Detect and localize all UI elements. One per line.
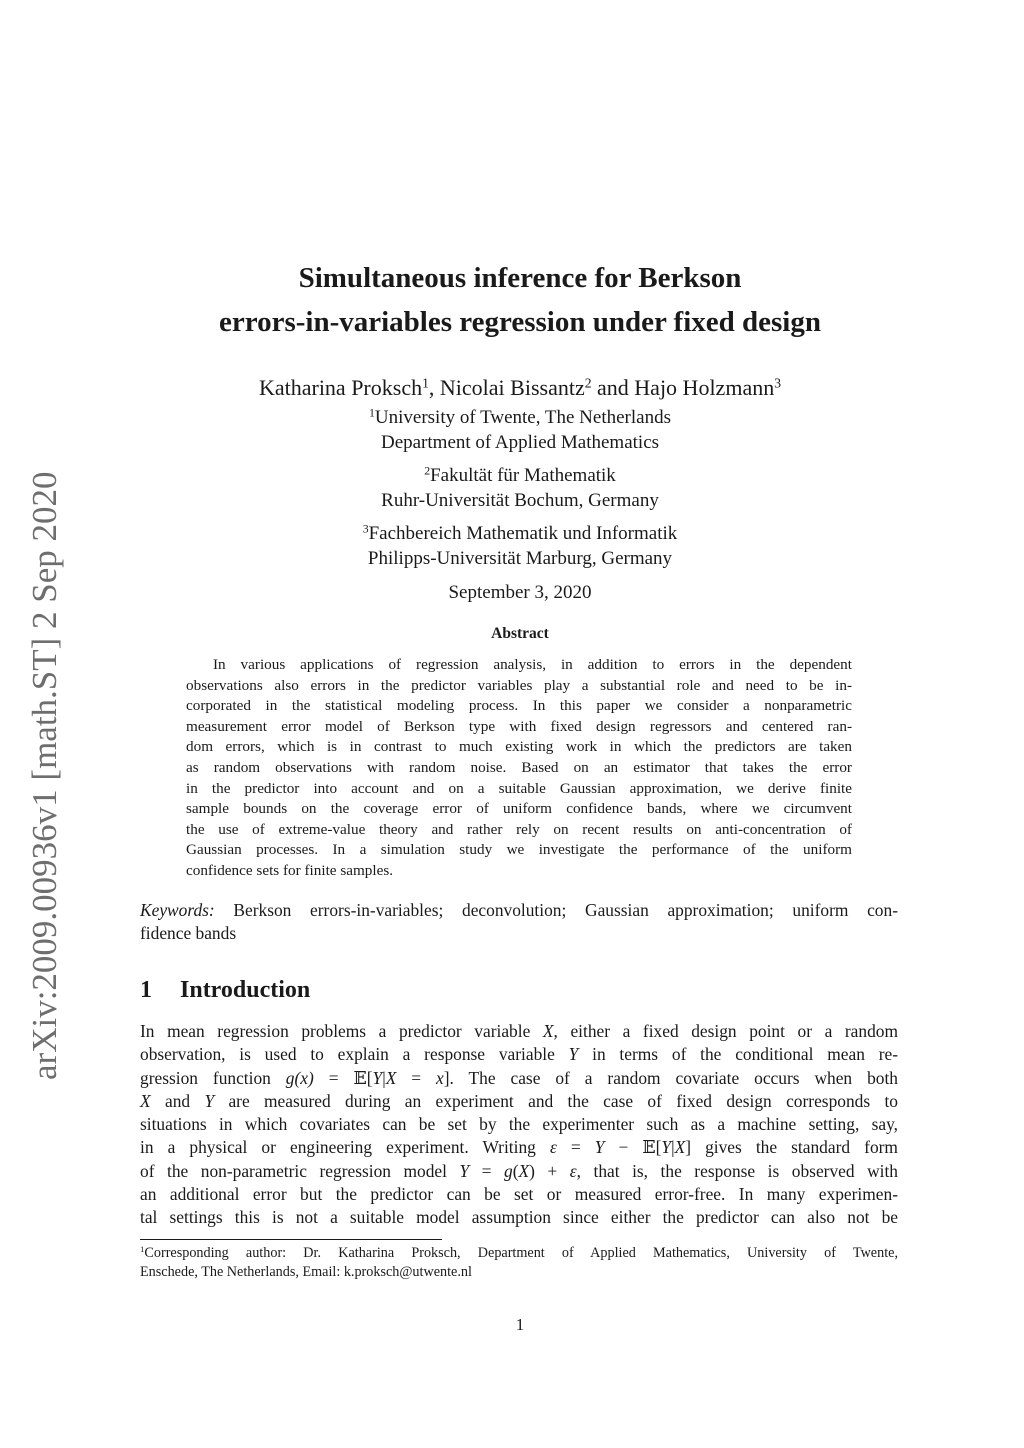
- math-var: Y: [568, 1044, 579, 1065]
- text-run: observation, is used to explain a response variable: [140, 1044, 569, 1065]
- text-run: in a physical or engineering experiment. Writing: [140, 1137, 550, 1158]
- affiliation-line: Philipps-Universität Marburg, Germany: [367, 548, 673, 569]
- body-line: [140, 1043, 898, 1066]
- math-var: X: [674, 1137, 686, 1158]
- abstract-line: as random observations with random noise. Based on an estimator that takes the error: [186, 758, 852, 776]
- footnote-line: Enschede, The Netherlands, Email: k.proksch@utwente.nl: [140, 1264, 472, 1280]
- math-var: X: [140, 1090, 151, 1111]
- math-op: − 𝔼[: [604, 1137, 662, 1158]
- affiliation-line: [140, 405, 900, 430]
- affiliation-institution: University of Twente, The Netherlands: [374, 407, 671, 428]
- affiliation-2: [140, 463, 900, 513]
- abstract-line: the use of extreme-value theory and rather rely on recent results on anti-concentration of: [186, 820, 852, 838]
- text-run: in terms of the conditional mean re-: [578, 1044, 898, 1065]
- math-var: x: [436, 1067, 444, 1088]
- math-var: Y: [459, 1160, 470, 1181]
- math-op: |: [671, 1137, 675, 1158]
- author-name: Nicolai Bissantz: [439, 375, 585, 400]
- text-run: , either a fixed design point or a random: [553, 1021, 899, 1041]
- math-op: =: [469, 1160, 504, 1181]
- body-line: [140, 1090, 898, 1113]
- author-list: [140, 373, 900, 403]
- affiliation-mark: 3: [362, 522, 369, 536]
- math-var: Y: [594, 1137, 605, 1158]
- math-op: ) +: [529, 1160, 570, 1181]
- abstract-line: measurement error model of Berkson type with fixed design regressors and centered ran-: [186, 717, 852, 735]
- affiliation-line: Ruhr-Universität Bochum, Germany: [381, 490, 659, 511]
- abstract-line: corporated in the statistical modeling process. In this paper we consider a nonparametric: [186, 697, 852, 715]
- title-line-1: Simultaneous inference for Berkson: [298, 262, 742, 294]
- affiliation-1: [140, 405, 900, 455]
- paper-title: [140, 256, 900, 344]
- math-op: =: [556, 1137, 595, 1158]
- footnote-text: Corresponding author: Dr. Katharina Proksch, Department of Applied Mathematics, University of Twente,: [144, 1245, 898, 1261]
- text-run: are measured during an experiment and the case of fixed design corresponds to: [214, 1090, 898, 1111]
- text-run: of the non-parametric regression model: [140, 1160, 460, 1181]
- math-var: X: [542, 1021, 554, 1041]
- keywords-line: [140, 899, 898, 922]
- body-line: [140, 1160, 898, 1183]
- math-var: ε: [549, 1137, 557, 1158]
- author-separator: and: [591, 375, 635, 400]
- abstract-line: Gaussian processes. In a simulation study we investigate the performance of the uniform: [186, 841, 852, 859]
- affiliation-3: [140, 521, 900, 571]
- math-var: g: [504, 1160, 513, 1181]
- keywords-line: fidence bands: [140, 923, 237, 943]
- body-line: situations in which covariates can be set by the experimenter such as a machine setting, say,: [140, 1114, 898, 1135]
- body-line: [140, 1020, 898, 1043]
- affiliation-line: [140, 463, 900, 488]
- abstract-body: [186, 655, 852, 882]
- abstract-line: dom errors, which is in contrast to much existing work in which the predictors are taken: [186, 738, 852, 756]
- math-var: g: [285, 1067, 295, 1088]
- keywords-list: Berkson errors-in-variables; deconvolution; Gaussian approximation; uniform con-: [214, 900, 898, 920]
- footnote: [140, 1244, 898, 1282]
- author-separator: ,: [428, 375, 440, 400]
- section-heading: [140, 974, 900, 1006]
- math-op: |: [382, 1067, 386, 1088]
- affiliation-line: Department of Applied Mathematics: [380, 432, 660, 453]
- abstract-line: sample bounds on the coverage error of uniform confidence bands, where we circumvent: [186, 800, 852, 818]
- author-name: Hajo Holzmann: [634, 375, 775, 400]
- text-run: , that is, the response is observed with: [576, 1160, 898, 1181]
- math-var: Y: [204, 1090, 215, 1111]
- author-affiliation-mark: 1: [422, 375, 429, 391]
- abstract-line: observations also errors in the predictor variables play a substantial role and need to be in-: [186, 676, 852, 694]
- footnote-mark: 1: [140, 1244, 145, 1255]
- footnote-divider: [140, 1239, 442, 1240]
- abstract-line: In various applications of regression analysis, in addition to errors in the dependent: [213, 656, 852, 673]
- affiliation-mark: 2: [424, 464, 431, 478]
- body-line: [140, 1136, 898, 1159]
- abstract-heading: Abstract: [491, 625, 549, 642]
- text-run: gression function: [140, 1067, 286, 1088]
- keywords-block: [140, 899, 898, 945]
- math-op: (: [512, 1160, 519, 1181]
- footnote-line: [140, 1244, 898, 1263]
- math-op: = 𝔼[: [313, 1067, 373, 1088]
- section-number: 1: [140, 977, 152, 1003]
- math-var: X: [385, 1067, 397, 1088]
- paper-date: September 3, 2020: [448, 582, 592, 603]
- author-affiliation-mark: 3: [774, 375, 782, 391]
- math-var: Y: [372, 1067, 383, 1088]
- text-run: ] gives the standard form: [685, 1137, 898, 1158]
- arxiv-identifier-stamp: arXiv:2009.00936v1 [math.ST] 2 Sep 2020: [25, 471, 64, 1080]
- math-var: ε: [569, 1160, 577, 1181]
- affiliation-line: [140, 521, 900, 546]
- body-line: an additional error but the predictor can be set or measured error-free. In many experimen-: [140, 1184, 898, 1205]
- body-line: tal settings this is not a suitable model assumption since either the predictor can also not be: [140, 1207, 898, 1228]
- title-line-2: errors-in-variables regression under fixed design: [218, 306, 821, 338]
- author-affiliation-mark: 2: [584, 375, 592, 391]
- author-name: Katharina Proksch: [258, 375, 423, 400]
- text-run: and: [150, 1090, 205, 1111]
- math-op: =: [396, 1067, 437, 1088]
- affiliation-institution: Fachbereich Mathematik und Informatik: [368, 523, 678, 544]
- affiliation-institution: Fakultät für Mathematik: [430, 465, 616, 486]
- math-var: X: [518, 1160, 530, 1181]
- abstract-line: confidence sets for finite samples.: [186, 861, 394, 879]
- keywords-label: Keywords:: [140, 900, 215, 920]
- math-var: (x): [294, 1067, 314, 1088]
- abstract-line: in the predictor into account and on a suitable Gaussian approximation, we derive finite: [186, 779, 852, 797]
- page-number: 1: [515, 1315, 525, 1334]
- body-line: [140, 1067, 898, 1090]
- text-run: In mean regression problems a predictor variable: [140, 1021, 543, 1041]
- section-title: Introduction: [180, 977, 311, 1003]
- introduction-paragraph: [140, 1020, 898, 1230]
- affiliation-mark: 1: [369, 406, 375, 420]
- text-run: ]. The case of a random covariate occurs when both: [443, 1067, 898, 1088]
- math-var: Y: [661, 1137, 672, 1158]
